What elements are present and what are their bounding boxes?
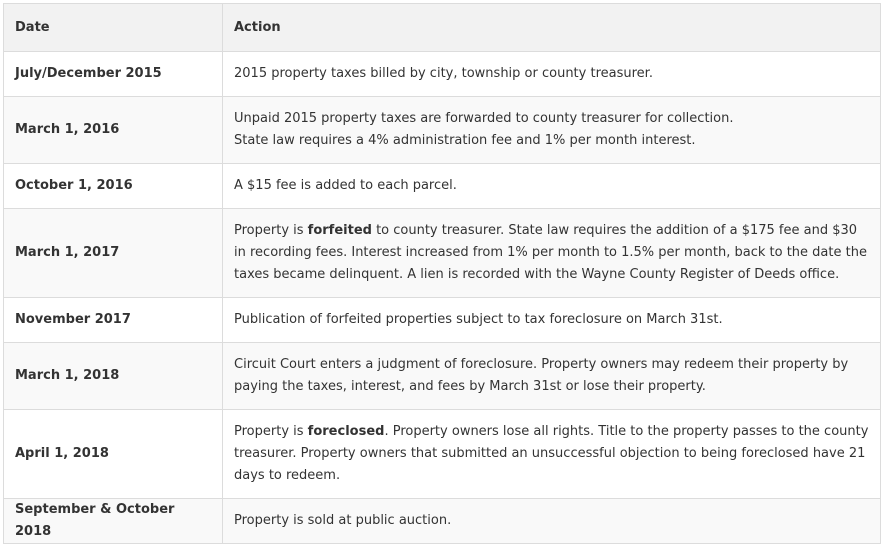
date-cell: September & October 2018	[4, 499, 223, 544]
action-text: Property is	[234, 223, 308, 238]
timeline-table	[3, 3, 881, 544]
table-row	[4, 410, 881, 499]
table-header-row	[4, 4, 881, 52]
column-header-action: Action	[223, 4, 881, 52]
table-row	[4, 298, 881, 343]
action-cell	[223, 410, 881, 499]
action-line: Unpaid 2015 property taxes are forwarded to county treasurer for collection.	[234, 111, 734, 126]
date-cell: April 1, 2018	[4, 410, 223, 499]
action-cell: A $15 fee is added to each parcel.	[223, 164, 881, 209]
action-cell: 2015 property taxes billed by city, township or county treasurer.	[223, 52, 881, 97]
table-row	[4, 164, 881, 209]
date-cell: October 1, 2016	[4, 164, 223, 209]
tax-foreclosure-timeline	[3, 3, 880, 544]
table-row	[4, 499, 881, 544]
table-row	[4, 343, 881, 410]
action-text: to county treasurer. State law requires the addition of a $175 fee and $30 in recording fees. Interest increased from 1% per month to 1.5% per month, back to the date the taxes became delinquent. A lien is recorded with the Wayne County Register of Deeds office.	[234, 223, 867, 282]
date-cell: March 1, 2017	[4, 209, 223, 298]
action-cell: Publication of forfeited properties subject to tax foreclosure on March 31st.	[223, 298, 881, 343]
action-emphasis: forfeited	[307, 223, 372, 238]
date-cell: July/December 2015	[4, 52, 223, 97]
action-cell: Circuit Court enters a judgment of foreclosure. Property owners may redeem their property by paying the taxes, interest, and fees by March 31st or lose their property.	[223, 343, 881, 410]
table-row	[4, 97, 881, 164]
action-text: Property is	[234, 424, 308, 439]
action-emphasis: foreclosed	[307, 424, 385, 439]
table-row	[4, 52, 881, 97]
action-cell	[223, 97, 881, 164]
date-cell: March 1, 2018	[4, 343, 223, 410]
action-line: State law requires a 4% administration fee and 1% per month interest.	[234, 133, 696, 148]
action-text: . Property owners lose all rights. Title to the property passes to the county treasurer. Property owners that submitted an unsuccessful objection to being foreclosed have 21 days to redeem.	[234, 424, 869, 483]
date-cell: March 1, 2016	[4, 97, 223, 164]
column-header-date: Date	[4, 4, 223, 52]
table-row	[4, 209, 881, 298]
date-cell: November 2017	[4, 298, 223, 343]
action-cell: Property is sold at public auction.	[223, 499, 881, 544]
action-cell	[223, 209, 881, 298]
